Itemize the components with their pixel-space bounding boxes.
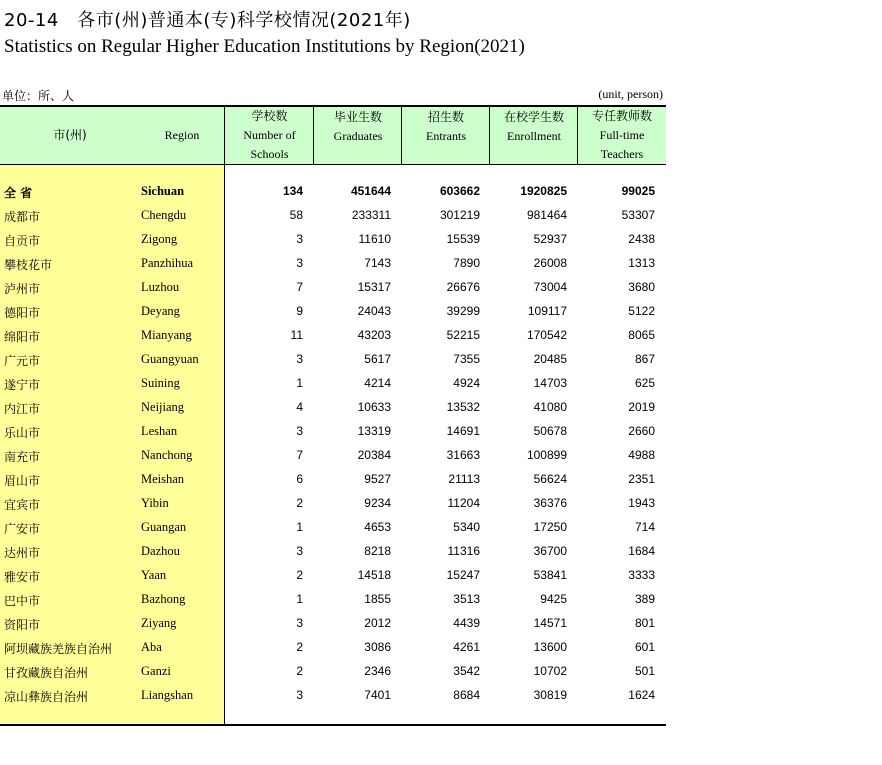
graduates-value: 9527: [364, 472, 391, 486]
entrants-value: 4924: [453, 376, 480, 390]
enrollment-value: 1920825: [520, 184, 567, 198]
enrollment-value: 20485: [533, 352, 567, 366]
enrollment-value: 53841: [533, 568, 567, 582]
table-row: [0, 660, 666, 684]
graduates-value: 8218: [364, 544, 391, 558]
enrollment-value: 50678: [533, 424, 567, 438]
graduates-value: 9234: [364, 496, 391, 510]
table-row: [0, 252, 666, 276]
unit-label-en: (unit, person): [598, 87, 663, 101]
graduates-value: 11610: [358, 232, 391, 246]
region-name-cn: 德阳市: [4, 306, 41, 320]
schools-value: 2: [296, 568, 303, 582]
header-teachers-en1: Full-time: [599, 128, 645, 142]
region-name-en: Sichuan: [141, 184, 185, 198]
schools-value: 2: [296, 640, 303, 654]
header-teachers: [578, 107, 666, 164]
entrants-value: 7890: [453, 256, 480, 270]
graduates-value: 233311: [351, 208, 391, 222]
region-name-en: Luzhou: [141, 280, 180, 294]
table-row: [0, 540, 666, 564]
table-row: [0, 612, 666, 636]
entrants-value: 14691: [446, 424, 480, 438]
region-name-cn: 资阳市: [4, 618, 41, 632]
region-name-en: Liangshan: [141, 688, 194, 702]
enrollment-value: 14571: [533, 616, 567, 630]
enrollment-value: 36700: [533, 544, 567, 558]
region-name-en: Panzhihua: [141, 256, 194, 270]
entrants-value: 5340: [453, 520, 480, 534]
table-row-total: [0, 180, 666, 204]
teachers-value: 3333: [628, 568, 655, 582]
table-row: [0, 684, 666, 708]
teachers-value: 501: [634, 664, 655, 678]
region-name-cn: 内江市: [4, 402, 41, 416]
header-city-label: 市(州): [53, 128, 87, 142]
teachers-value: 714: [634, 520, 655, 534]
entrants-value: 39299: [446, 304, 480, 318]
enrollment-value: 26008: [533, 256, 567, 270]
region-name-en: Zigong: [141, 232, 178, 246]
entrants-value: 15247: [446, 568, 480, 582]
entrants-value: 301219: [439, 208, 480, 222]
graduates-value: 20384: [357, 448, 391, 462]
table-row: [0, 636, 666, 660]
region-name-cn: 宜宾市: [4, 498, 41, 512]
entrants-value: 11204: [447, 496, 480, 510]
entrants-value: 13532: [446, 400, 480, 414]
unit-label-cn: 单位：所、人: [2, 89, 75, 103]
teachers-value: 1624: [628, 688, 655, 702]
page-title-cn: 20-14 各市(州)普通本(专)科学校情况(2021年): [4, 10, 411, 31]
teachers-value: 2438: [628, 232, 655, 246]
enrollment-value: 170542: [526, 328, 567, 342]
region-name-cn: 绵阳市: [4, 330, 41, 344]
header-schools-en1: Number of: [243, 128, 296, 142]
graduates-value: 43203: [357, 328, 391, 342]
region-name-en: Yibin: [141, 496, 169, 510]
schools-value: 3: [296, 616, 303, 630]
table-row: [0, 228, 666, 252]
schools-value: 1: [296, 520, 303, 534]
region-name-cn: 凉山彝族自治州: [4, 690, 89, 704]
schools-value: 9: [296, 304, 303, 318]
region-name-en: Guangan: [141, 520, 187, 534]
teachers-value: 2019: [628, 400, 655, 414]
header-schools-cn: 学校数: [251, 109, 288, 123]
schools-value: 3: [296, 544, 303, 558]
region-name-en: Yaan: [141, 568, 167, 582]
header-graduates-en: Graduates: [333, 129, 383, 143]
graduates-value: 1855: [364, 592, 391, 606]
table-bottom-rule: [0, 724, 666, 726]
schools-value: 1: [296, 376, 303, 390]
graduates-value: 4653: [364, 520, 391, 534]
region-name-cn: 广元市: [4, 354, 41, 368]
graduates-value: 4214: [364, 376, 391, 390]
region-name-cn: 自贡市: [4, 234, 41, 248]
schools-value: 11: [290, 328, 303, 342]
region-name-cn: 雅安市: [4, 570, 41, 584]
entrants-value: 3542: [453, 664, 480, 678]
enrollment-value: 52937: [533, 232, 567, 246]
header-entrants: [402, 107, 490, 164]
graduates-value: 10633: [357, 400, 391, 414]
region-name-cn: 甘孜藏族自治州: [4, 666, 89, 680]
schools-value: 7: [296, 280, 303, 294]
teachers-value: 4988: [628, 448, 655, 462]
schools-value: 7: [296, 448, 303, 462]
table-row: [0, 300, 666, 324]
header-schools-en2: Schools: [250, 147, 289, 161]
schools-value: 3: [296, 688, 303, 702]
teachers-value: 5122: [628, 304, 655, 318]
teachers-value: 389: [634, 592, 655, 606]
teachers-value: 601: [634, 640, 655, 654]
table-row: [0, 516, 666, 540]
enrollment-value: 9425: [540, 592, 567, 606]
entrants-value: 603662: [439, 184, 480, 198]
table-row: [0, 420, 666, 444]
graduates-value: 14518: [357, 568, 391, 582]
table-header: [0, 107, 666, 165]
table-row: [0, 348, 666, 372]
header-enrollment-en: Enrollment: [507, 129, 561, 143]
header-region-label: Region: [164, 128, 200, 142]
table-row: [0, 468, 666, 492]
header-divider: [224, 107, 225, 164]
header-divider: [313, 107, 314, 164]
table-body: [0, 180, 666, 708]
header-divider: [489, 107, 490, 164]
region-name-en: Deyang: [141, 304, 180, 318]
schools-value: 2: [296, 496, 303, 510]
teachers-value: 8065: [628, 328, 655, 342]
region-name-cn: 巴中市: [4, 594, 41, 608]
schools-value: 3: [296, 256, 303, 270]
teachers-value: 53307: [621, 208, 655, 222]
teachers-value: 1684: [628, 544, 655, 558]
entrants-value: 26676: [446, 280, 480, 294]
schools-value: 134: [282, 184, 303, 198]
teachers-value: 2351: [628, 472, 655, 486]
graduates-value: 2346: [364, 664, 391, 678]
schools-value: 58: [289, 208, 303, 222]
entrants-value: 3513: [453, 592, 480, 606]
teachers-value: 625: [634, 376, 655, 390]
region-name-en: Chengdu: [141, 208, 187, 222]
region-name-en: Leshan: [141, 424, 178, 438]
enrollment-value: 73004: [533, 280, 567, 294]
header-schools: [225, 107, 314, 164]
graduates-value: 451644: [350, 184, 391, 198]
region-name-en: Mianyang: [141, 328, 192, 342]
region-name-cn: 乐山市: [4, 426, 41, 440]
enrollment-value: 13600: [533, 640, 567, 654]
table-row: [0, 492, 666, 516]
region-name-cn: 广安市: [4, 522, 41, 536]
enrollment-value: 36376: [533, 496, 567, 510]
region-name-en: Bazhong: [141, 592, 186, 606]
teachers-value: 3680: [628, 280, 655, 294]
region-name-en: Meishan: [141, 472, 185, 486]
header-teachers-cn: 专任教师数: [591, 109, 652, 123]
header-region: [140, 107, 224, 164]
header-entrants-cn: 招生数: [427, 110, 464, 124]
entrants-value: 52215: [446, 328, 480, 342]
teachers-value: 99025: [621, 184, 655, 198]
region-name-en: Suining: [141, 376, 180, 390]
entrants-value: 11316: [447, 544, 480, 558]
schools-value: 4: [296, 400, 303, 414]
region-name-en: Aba: [141, 640, 162, 654]
schools-value: 3: [296, 232, 303, 246]
header-teachers-en2: Teachers: [600, 147, 644, 161]
schools-value: 2: [296, 664, 303, 678]
schools-value: 3: [296, 424, 303, 438]
entrants-value: 21113: [448, 472, 480, 486]
header-graduates-cn: 毕业生数: [333, 110, 382, 124]
enrollment-value: 981464: [526, 208, 567, 222]
region-name-cn: 全 省: [4, 186, 33, 200]
graduates-value: 13319: [357, 424, 391, 438]
table-row: [0, 588, 666, 612]
entrants-value: 7355: [453, 352, 480, 366]
teachers-value: 801: [634, 616, 655, 630]
header-graduates: [314, 107, 402, 164]
enrollment-value: 56624: [533, 472, 567, 486]
graduates-value: 24043: [357, 304, 391, 318]
region-name-cn: 攀枝花市: [4, 258, 53, 272]
enrollment-value: 100899: [526, 448, 567, 462]
enrollment-value: 14703: [533, 376, 567, 390]
enrollment-value: 10702: [533, 664, 567, 678]
region-name-cn: 达州市: [4, 546, 41, 560]
region-name-en: Ziyang: [141, 616, 177, 630]
table-row: [0, 324, 666, 348]
table-row: [0, 372, 666, 396]
region-name-cn: 阿坝藏族羌族自治州: [4, 642, 113, 656]
teachers-value: 2660: [628, 424, 655, 438]
header-divider: [577, 107, 578, 164]
graduates-value: 7143: [364, 256, 391, 270]
table-row: [0, 396, 666, 420]
region-name-cn: 成都市: [4, 210, 41, 224]
entrants-value: 15539: [446, 232, 480, 246]
header-divider: [401, 107, 402, 164]
table-row: [0, 276, 666, 300]
header-enrollment-cn: 在校学生数: [503, 110, 564, 124]
header-entrants-en: Entrants: [426, 129, 466, 143]
table-row: [0, 444, 666, 468]
region-name-cn: 遂宁市: [4, 378, 41, 392]
schools-value: 3: [296, 352, 303, 366]
region-name-en: Guangyuan: [141, 352, 199, 366]
region-name-en: Nanchong: [141, 448, 193, 462]
table-row: [0, 204, 666, 228]
graduates-value: 7401: [364, 688, 391, 702]
graduates-value: 3086: [364, 640, 391, 654]
graduates-value: 5617: [364, 352, 391, 366]
enrollment-value: 109117: [527, 304, 567, 318]
schools-value: 1: [296, 592, 303, 606]
entrants-value: 31663: [446, 448, 480, 462]
entrants-value: 4261: [453, 640, 480, 654]
enrollment-value: 17250: [533, 520, 567, 534]
schools-value: 6: [296, 472, 303, 486]
table-row: [0, 564, 666, 588]
entrants-value: 8684: [453, 688, 480, 702]
teachers-value: 1943: [628, 496, 655, 510]
graduates-value: 15317: [357, 280, 391, 294]
region-name-cn: 南充市: [4, 450, 41, 464]
entrants-value: 4439: [453, 616, 480, 630]
page-title-en: Statistics on Regular Higher Education Institutions by Region(2021): [4, 36, 525, 57]
graduates-value: 2012: [364, 616, 391, 630]
region-name-en: Ganzi: [141, 664, 171, 678]
region-name-cn: 泸州市: [4, 282, 41, 296]
header-city: [0, 107, 140, 164]
enrollment-value: 30819: [533, 688, 567, 702]
region-name-en: Dazhou: [141, 544, 180, 558]
region-name-en: Neijiang: [141, 400, 185, 414]
enrollment-value: 41080: [533, 400, 567, 414]
teachers-value: 1313: [628, 256, 655, 270]
region-name-cn: 眉山市: [4, 474, 41, 488]
header-enrollment: [490, 107, 578, 164]
teachers-value: 867: [634, 352, 655, 366]
